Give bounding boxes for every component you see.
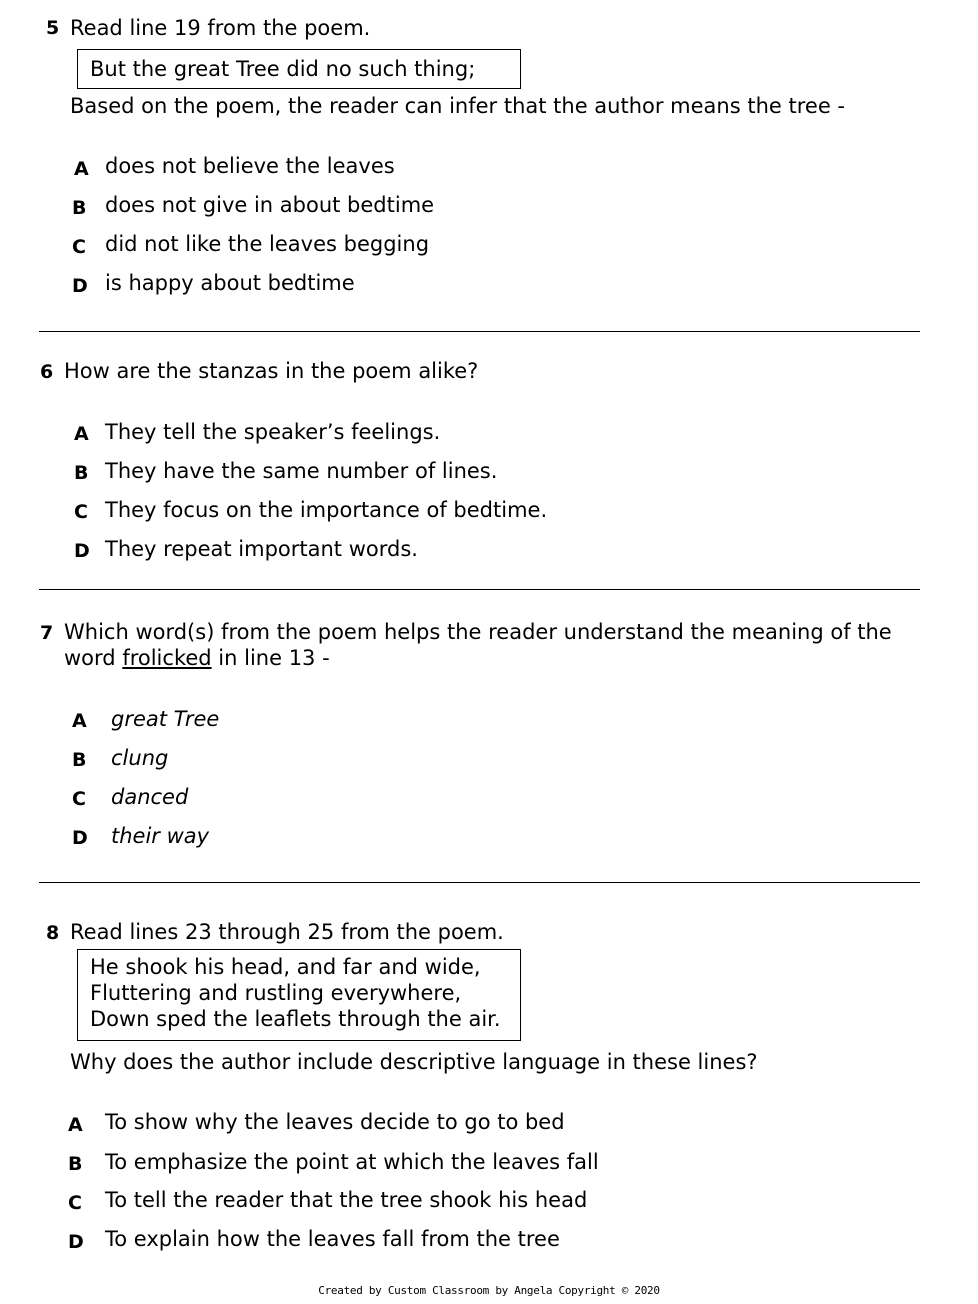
choice-text-c[interactable]: danced <box>111 785 189 809</box>
prompt-post: in line 13 - <box>218 646 330 670</box>
quote-box <box>77 949 521 1041</box>
choice-text-b[interactable]: does not give in about bedtime <box>105 193 435 217</box>
choice-text-a[interactable]: They tell the speaker’s feelings. <box>105 420 441 444</box>
choice-letter-b[interactable]: B <box>68 1153 83 1175</box>
choice-text-a[interactable]: To show why the leaves decide to go to bed <box>105 1110 565 1134</box>
quote-line: Down sped the leaflets through the air. <box>90 1007 501 1031</box>
choice-letter-b[interactable]: B <box>72 197 87 219</box>
choice-text-c[interactable]: To tell the reader that the tree shook his head <box>105 1188 588 1212</box>
question-number: 5 <box>46 17 60 39</box>
choice-text-d[interactable]: is happy about bedtime <box>105 271 355 295</box>
choice-text-d[interactable]: To explain how the leaves fall from the tree <box>105 1227 560 1251</box>
choice-letter-a[interactable]: A <box>72 710 87 732</box>
divider <box>39 331 920 332</box>
choice-text-b[interactable]: They have the same number of lines. <box>105 459 498 483</box>
choice-letter-c[interactable]: C <box>72 236 86 258</box>
question-text: Why does the author include descriptive language in these lines? <box>70 1050 758 1074</box>
choice-letter-d[interactable]: D <box>68 1231 84 1253</box>
choice-letter-b[interactable]: B <box>72 749 87 771</box>
choice-text-b[interactable]: clung <box>111 746 169 770</box>
question-number: 8 <box>46 922 60 944</box>
vocabulary-word: frolicked <box>122 646 212 670</box>
quote-line: He shook his head, and far and wide, <box>90 955 481 979</box>
choice-letter-c[interactable]: C <box>68 1192 82 1214</box>
choice-letter-a[interactable]: A <box>74 158 89 180</box>
question-number: 7 <box>40 622 54 644</box>
question-prompt-line1: Which word(s) from the poem helps the reader understand the meaning of the <box>64 620 892 644</box>
choice-letter-c[interactable]: C <box>72 788 86 810</box>
choice-text-a[interactable]: great Tree <box>111 707 220 731</box>
choice-text-c[interactable]: did not like the leaves begging <box>105 232 430 256</box>
choice-text-d[interactable]: They repeat important words. <box>105 537 418 561</box>
quote-box <box>77 49 521 89</box>
prompt-pre: word <box>64 646 116 670</box>
choice-text-b[interactable]: To emphasize the point at which the leaves fall <box>105 1150 599 1174</box>
choice-letter-d[interactable]: D <box>74 540 90 562</box>
quote-text: But the great Tree did no such thing; <box>90 57 476 81</box>
question-text: Based on the poem, the reader can infer that the author means the tree - <box>70 94 845 118</box>
divider <box>39 882 920 883</box>
choice-letter-a[interactable]: A <box>68 1114 83 1136</box>
choice-letter-d[interactable]: D <box>72 275 88 297</box>
question-prompt: Read line 19 from the poem. <box>70 16 371 40</box>
choice-letter-a[interactable]: A <box>74 423 89 445</box>
choice-text-d[interactable]: their way <box>111 824 210 848</box>
choice-text-c[interactable]: They focus on the importance of bedtime. <box>105 498 548 522</box>
divider <box>39 589 920 590</box>
choice-text-a[interactable]: does not believe the leaves <box>105 154 395 178</box>
choice-letter-c[interactable]: C <box>74 501 88 523</box>
copyright-footer: Created by Custom Classroom by Angela Copyright © 2020 <box>318 1284 660 1297</box>
choice-letter-d[interactable]: D <box>72 827 88 849</box>
question-prompt: Read lines 23 through 25 from the poem. <box>70 920 504 944</box>
question-number: 6 <box>40 361 54 383</box>
choice-letter-b[interactable]: B <box>74 462 89 484</box>
question-prompt: How are the stanzas in the poem alike? <box>64 359 479 383</box>
quote-line: Fluttering and rustling everywhere, <box>90 981 462 1005</box>
question-prompt-line2 <box>64 645 330 671</box>
